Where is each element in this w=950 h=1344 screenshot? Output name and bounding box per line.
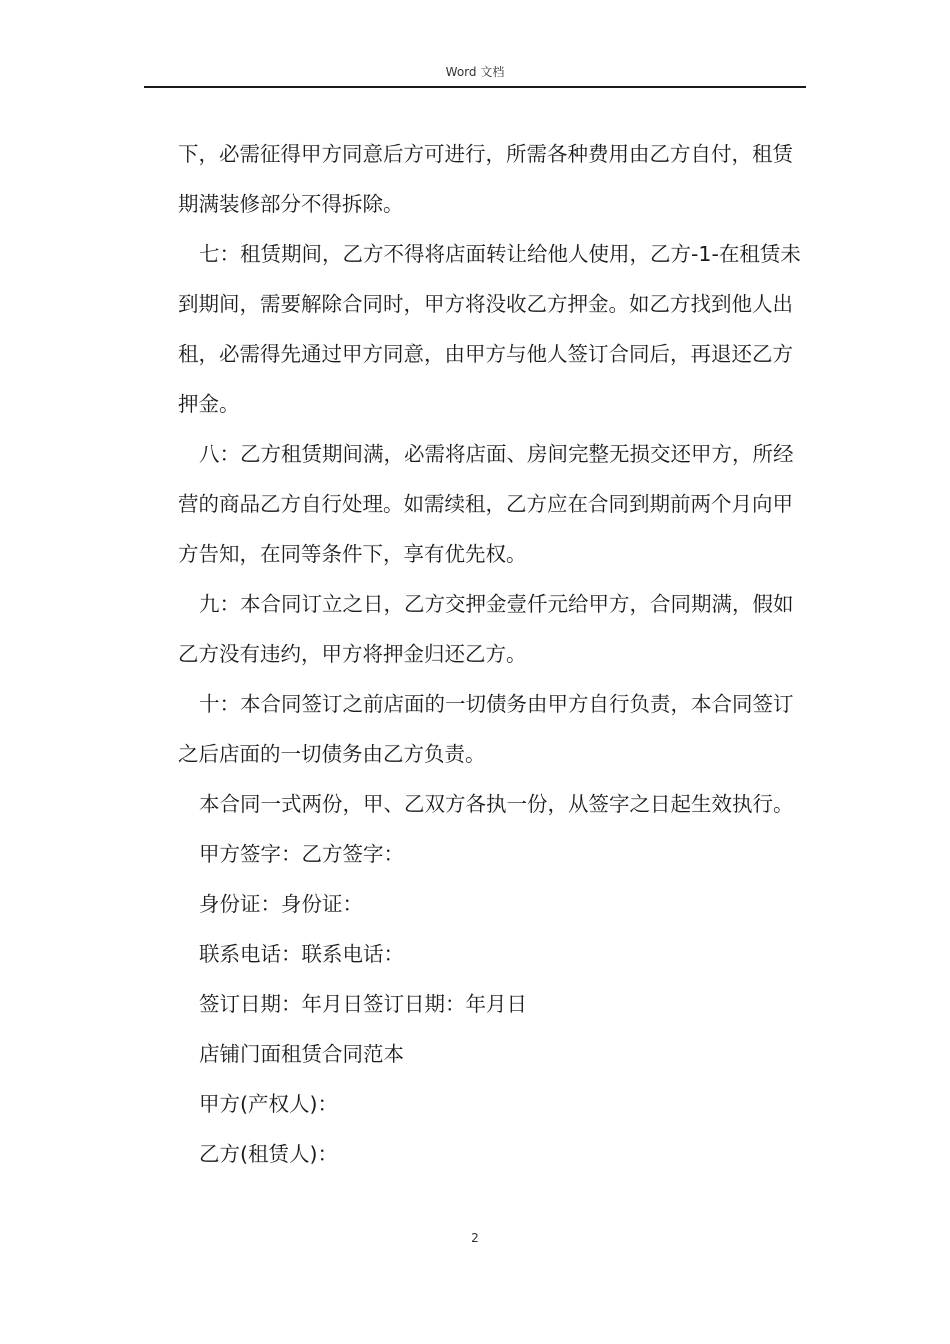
page-header: Word 文档 [445, 65, 505, 79]
paragraph-copies: 本合同一式两份，甲、乙双方各执一份，从签字之日起生效执行。 [199, 792, 794, 816]
party-a-line: 甲方(产权人)： [199, 1092, 338, 1116]
document-body [178, 129, 806, 1179]
contract-template-title: 店铺门面租赁合同范本 [199, 1042, 404, 1066]
phone-line: 联系电话：联系电话： [199, 942, 404, 966]
sign-date-line: 签订日期：年月日签订日期：年月日 [199, 992, 527, 1016]
party-b-line: 乙方(租赁人)： [199, 1142, 338, 1166]
paragraph-clause-7: 七：租赁期间，乙方不得将店面转让给他人使用，乙方-1-在租赁未到期间，需要解除合同时，甲方将没收乙方押金。如乙方找到他人出租，必需得先通过甲方同意，由甲方与他人签订合同后，再退还乙方押金。 [178, 242, 801, 416]
id-card-line: 身份证：身份证： [199, 892, 363, 916]
paragraph-clause-10: 十：本合同签订之前店面的一切债务由甲方自行负责，本合同签订之后店面的一切债务由乙方负责。 [178, 692, 794, 766]
page-number: 2 [471, 1231, 479, 1245]
paragraph-clause-9: 九：本合同订立之日，乙方交押金壹仟元给甲方，合同期满，假如乙方没有违约，甲方将押金归还乙方。 [178, 592, 794, 666]
paragraph-clause-8: 八：乙方租赁期间满，必需将店面、房间完整无损交还甲方，所经营的商品乙方自行处理。如需续租，乙方应在合同到期前两个月向甲方告知，在同等条件下，享有优先权。 [178, 442, 794, 566]
header-divider [144, 86, 806, 88]
paragraph-continuation: 下，必需征得甲方同意后方可进行，所需各种费用由乙方自付，租赁期满装修部分不得拆除。 [178, 142, 793, 216]
signature-line: 甲方签字：乙方签字： [199, 842, 404, 866]
